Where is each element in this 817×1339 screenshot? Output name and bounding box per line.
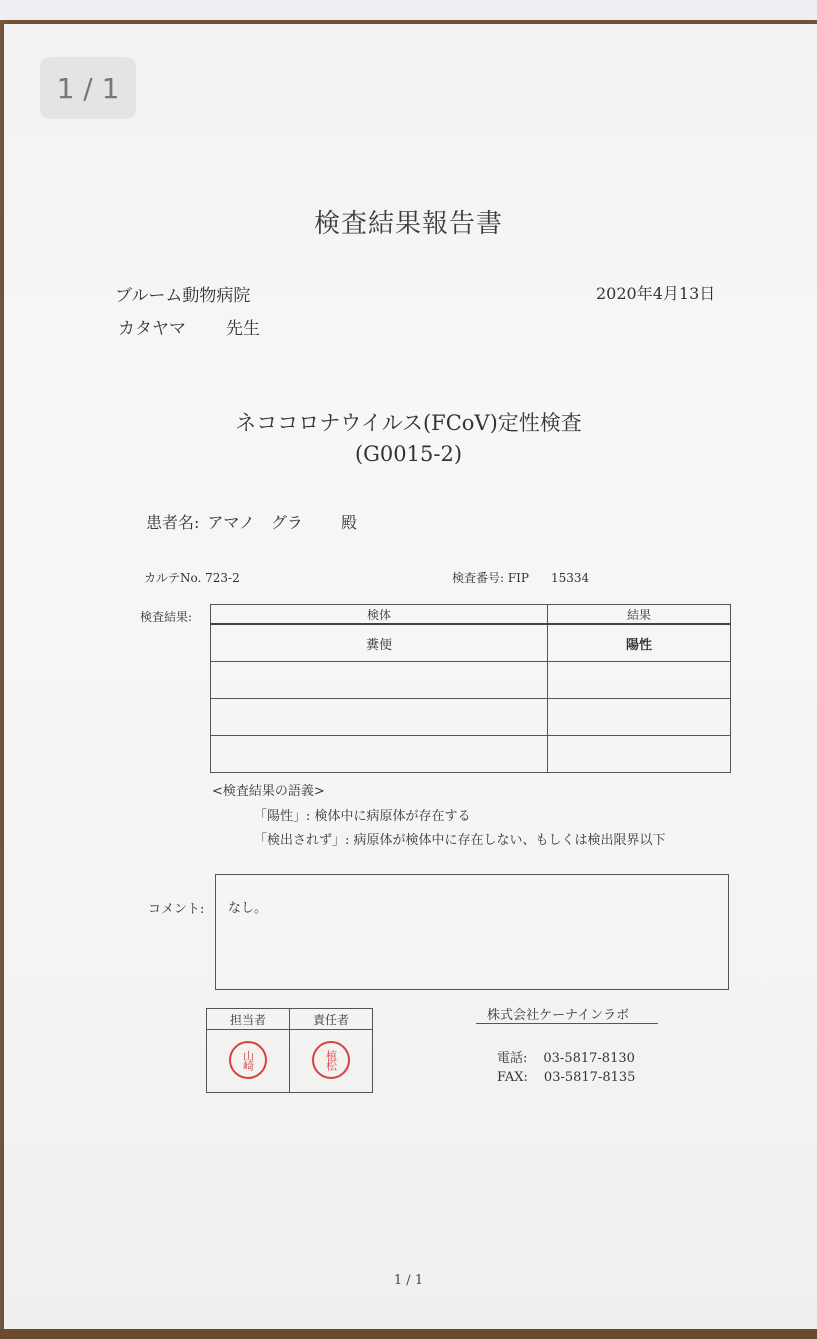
phone-line [497, 1047, 635, 1066]
company-name: 株式会社ケーナインラボ [487, 1008, 630, 1023]
fax-number: 03-5817-8135 [543, 1070, 636, 1085]
doctor-name: カタヤマ [118, 319, 186, 339]
result-cell [548, 736, 731, 773]
staff-header: 担当者 [207, 1009, 290, 1030]
results-table [210, 604, 731, 773]
viewer-top-bar [0, 0, 817, 20]
phone-label: 電話: [497, 1051, 528, 1066]
wood-edge [0, 1329, 817, 1339]
table-row [211, 662, 731, 699]
specimen-cell [211, 662, 548, 699]
clinic-name: ブルーム動物病院 [115, 286, 251, 306]
result-cell: 陽性 [548, 624, 731, 662]
page-footer: 1 / 1 [393, 1273, 424, 1288]
patient-label: 患者名: [146, 513, 200, 532]
fax-line [497, 1070, 635, 1085]
specimen-cell [211, 699, 548, 736]
result-cell [548, 662, 731, 699]
stamp-table [206, 1008, 373, 1093]
doctor-honorific: 先生 [226, 319, 260, 339]
glossary-heading: <検査結果の語義> [212, 784, 325, 799]
fax-label: FAX: [497, 1070, 528, 1085]
comment-text: なし。 [228, 901, 268, 916]
table-row [211, 699, 731, 736]
report-date: 2020年4月13日 [596, 284, 716, 303]
patient-line [146, 510, 357, 533]
specimen-header: 検体 [211, 605, 548, 625]
result-header: 結果 [548, 605, 731, 625]
exam-number [452, 569, 589, 586]
glossary-positive: 「陽性」: 検体中に病原体が存在する [254, 809, 471, 824]
report-title: 検査結果報告書 [313, 209, 503, 239]
page-indicator: 1 / 1 [40, 57, 136, 119]
table-row [211, 624, 731, 662]
test-title: ネココロナウイルス(FCoV)定性検査 [235, 411, 582, 435]
supervisor-seal-cell [290, 1030, 373, 1093]
chart-number: カルテNo. 723-2 [144, 571, 240, 585]
exam-number-value: 15334 [551, 571, 590, 585]
specimen-cell [211, 736, 548, 773]
comment-label: コメント: [148, 902, 205, 917]
staff-seal-cell [207, 1030, 290, 1093]
result-cell [548, 699, 731, 736]
comment-box [215, 874, 729, 990]
test-code: (G0015-2) [354, 442, 463, 466]
table-row [211, 736, 731, 773]
supervisor-header: 責任者 [290, 1009, 373, 1030]
staff-seal-icon: 山崎 [229, 1041, 267, 1079]
results-header-row [211, 605, 731, 625]
doctor-line [118, 314, 260, 339]
specimen-cell: 糞便 [211, 624, 548, 662]
company-underline [476, 1023, 658, 1024]
glossary-not-detected: 「検出されず」: 病原体が検体中に存在しない、もしくは検出限界以下 [254, 833, 666, 848]
results-label: 検査結果: [140, 610, 193, 624]
supervisor-seal-icon: 植松 [312, 1041, 350, 1079]
exam-number-label: 検査番号: FIP [452, 571, 529, 585]
patient-honorific: 殿 [340, 513, 357, 532]
patient-name: アマノ グラ [207, 513, 303, 532]
phone-number: 03-5817-8130 [543, 1051, 635, 1066]
